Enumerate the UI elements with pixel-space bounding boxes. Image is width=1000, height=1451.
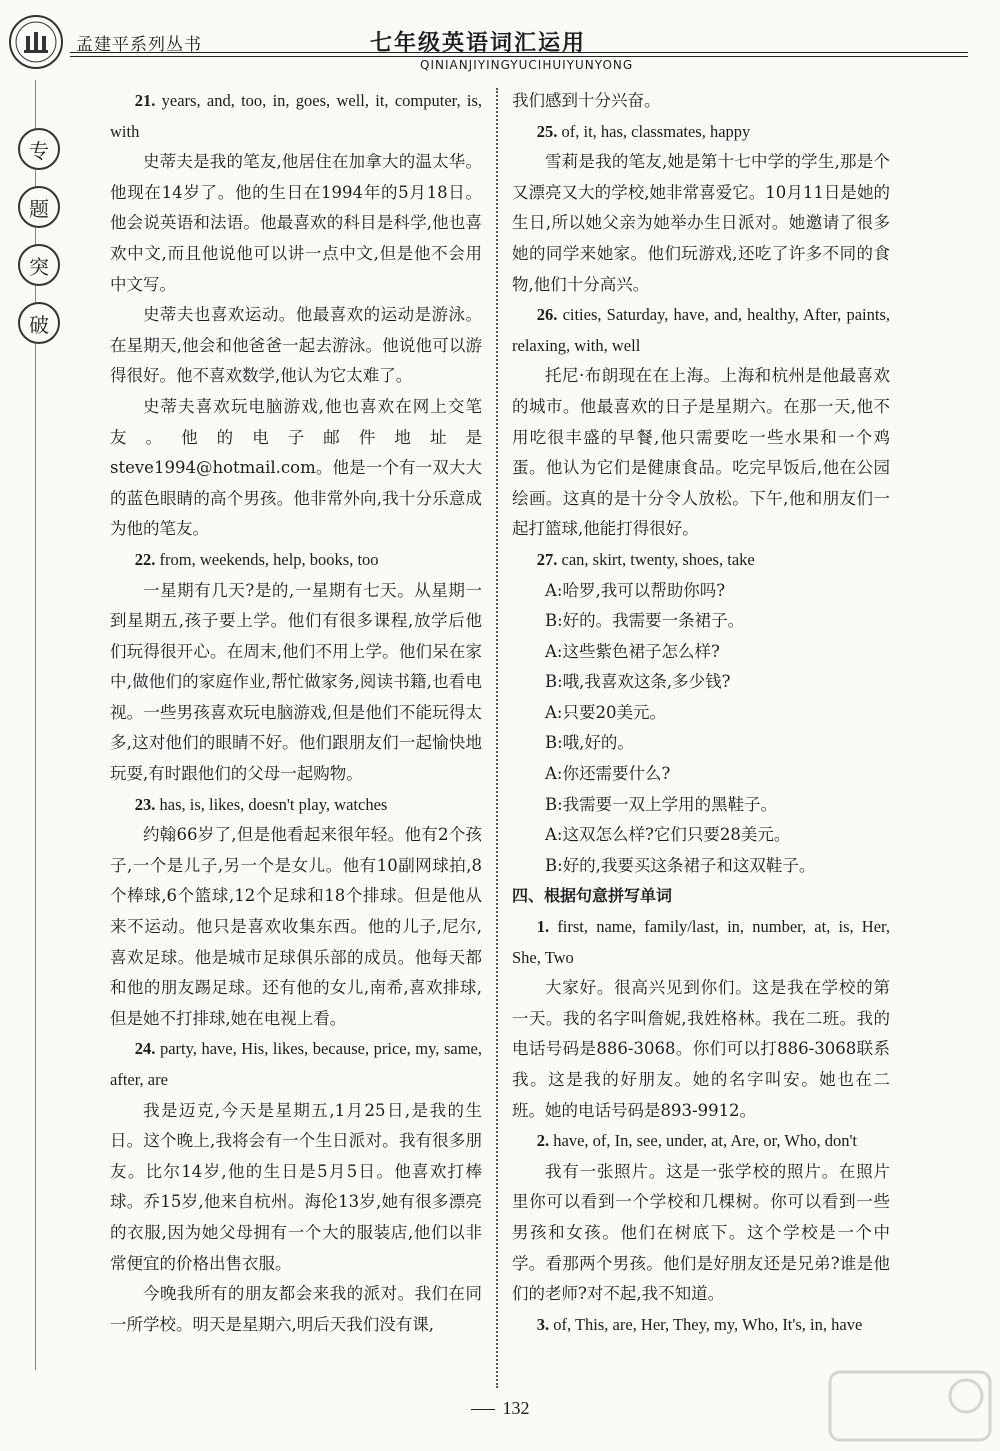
question-number: 25. bbox=[536, 121, 558, 141]
translation-paragraph: 我是迈克,今天是星期五,1月25日,是我的生日。这个晚上,我将会有一个生日派对。我有很多朋友。比尔14岁,他的生日是5月5日。他喜欢打棒球。乔15岁,他来自杭州。海伦13岁,她有很多漂亮的衣服,因为她父母拥有一个大的服装店,他们以非常便宜的价格出售衣服。 bbox=[110, 1100, 482, 1273]
page-number: 132 bbox=[502, 1398, 530, 1418]
answer-words: of, This, are, Her, They, my, Who, It's, in, have bbox=[553, 1314, 863, 1334]
answer-words: of, it, has, classmates, happy bbox=[561, 121, 751, 141]
translation-paragraph: A:这双怎么样?它们只要28美元。 bbox=[545, 825, 791, 845]
translation-paragraph: 史蒂夫也喜欢运动。他最喜欢的运动是游泳。在星期天,他会和他爸爸一起去游泳。他说他可以游得很好。他不喜欢数学,他认为它太难了。 bbox=[110, 305, 482, 386]
translation-paragraph: 史蒂夫是我的笔友,他居住在加拿大的温太华。他现在14岁了。他的生日在1994年的5月18日。他会说英语和法语。他最喜欢的科目是科学,他也喜欢中文,而且他说他可以讲一点中文,但是他不会用中文写。 bbox=[110, 152, 482, 294]
answer-words: cities, Saturday, have, and, healthy, After, paints, relaxing, with, well bbox=[512, 305, 891, 355]
answer-key-line bbox=[512, 912, 890, 973]
question-number: 24. bbox=[134, 1039, 156, 1059]
translation-paragraph: A:哈罗,我可以帮助你吗? bbox=[545, 580, 726, 600]
answer-words: has, is, likes, doesn't play, watches bbox=[159, 794, 388, 814]
translation-paragraph: 约翰66岁了,但是他看起来很年轻。他有2个孩子,一个是儿子,另一个是女儿。他有10副网球拍,8个棒球,6个篮球,12个足球和18个排球。但是他从来不运动。他只是喜欢收集东西。他的儿子,尼尔,喜欢足球。他是城市足球俱乐部的成员。他每天都和他的朋友踢足球。还有他的女儿,南希,喜欢排球,但是她不打排球,她在电视上看。 bbox=[110, 825, 482, 1028]
answer-words: have, of, In, see, under, at, Are, or, Who, don't bbox=[553, 1131, 858, 1151]
translation-paragraph: A:你还需要什么? bbox=[545, 764, 671, 784]
header-rule bbox=[70, 52, 968, 53]
side-tab: 破 bbox=[18, 302, 60, 344]
question-number: 3. bbox=[536, 1314, 550, 1334]
page-header bbox=[0, 0, 1000, 80]
translation-paragraph: A:只要20美元。 bbox=[545, 702, 666, 722]
watermark-logo-icon bbox=[826, 1366, 996, 1446]
answer-key-line bbox=[110, 790, 482, 821]
translation-paragraph: B:哦,好的。 bbox=[545, 733, 634, 753]
question-number: 23. bbox=[134, 794, 156, 814]
header-rule-thin bbox=[70, 56, 968, 57]
translation-paragraph: B:好的,我要买这条裙子和这双鞋子。 bbox=[545, 855, 816, 875]
answer-words: years, and, too, in, goes, well, it, computer, is, with bbox=[110, 91, 483, 141]
book-title: 七年级英语词汇运用 bbox=[370, 31, 587, 56]
answer-key-line bbox=[512, 300, 890, 361]
translation-paragraph: B:好的。我需要一条裙子。 bbox=[545, 611, 745, 631]
publisher-logo-icon bbox=[8, 14, 64, 70]
left-column bbox=[110, 86, 482, 1340]
side-tab: 突 bbox=[18, 244, 60, 286]
translation-paragraph: B:我需要一双上学用的黑鞋子。 bbox=[545, 794, 778, 814]
question-number: 1. bbox=[536, 917, 550, 937]
translation-paragraph: 史蒂夫喜欢玩电脑游戏,他也喜欢在网上交笔友。他的电子邮件地址是steve1994@hotmail.com。他是一个有一双大大的蓝色眼睛的高个男孩。他非常外向,我十分乐意成为他的笔友。 bbox=[110, 396, 482, 539]
side-tab: 题 bbox=[18, 186, 60, 228]
answer-key-line bbox=[512, 1126, 890, 1157]
question-number: 22. bbox=[134, 549, 156, 569]
translation-paragraph: A:这些紫色裙子怎么样? bbox=[545, 641, 720, 661]
question-number: 26. bbox=[536, 305, 558, 325]
translation-paragraph: 雪莉是我的笔友,她是第十七中学的学生,那是个又漂亮又大的学校,她非常喜爱它。10月11日是她的生日,所以她父亲为她举办生日派对。她邀请了很多她的同学来她家。他们玩游戏,还吃了许多不同的食物,他们十分高兴。 bbox=[512, 152, 890, 294]
translation-paragraph: 我们感到十分兴奋。 bbox=[512, 91, 661, 110]
translation-paragraph: 一星期有几天?是的,一星期有七天。从星期一到星期五,孩子要上学。他们有很多课程,放学后他们玩得很开心。在周末,他们不用上学。他们呆在家中,做他们的家庭作业,帮忙做家务,阅读书籍,也看电视。一些男孩喜欢玩电脑游戏,但是他们不能玩得太多,这对他们的眼睛不好。他们跟朋友们一起愉快地玩耍,有时跟他们的父母一起购物。 bbox=[110, 580, 482, 784]
translation-paragraph: 托尼·布朗现在在上海。上海和杭州是他最喜欢的城市。他最喜欢的日子是星期六。在那一天,他不用吃很丰盛的早餐,他只需要吃一些水果和一个鸡蛋。他认为它们是健康食品。吃完早饭后,他在公园绘画。这真的是十分令人放松。下午,他和朋友们一起打篮球,他能打得很好。 bbox=[512, 366, 890, 539]
book-title-pinyin: QINIANJIYINGYUCIHUIYUNYONG bbox=[420, 58, 634, 72]
question-number: 21. bbox=[134, 91, 156, 110]
answer-words: first, name, family/last, in, number, at, is, Her, She, Two bbox=[512, 917, 890, 967]
section-heading: 四、根据句意拼写单词 bbox=[512, 886, 673, 906]
translation-paragraph: 今晚我所有的朋友都会来我的派对。我们在同一所学校。明天是星期六,明后天我们没有课, bbox=[110, 1284, 482, 1334]
answer-key-line bbox=[512, 545, 890, 576]
answer-key-line bbox=[512, 1310, 890, 1341]
side-tabs bbox=[14, 128, 62, 360]
answer-words: can, skirt, twenty, shoes, take bbox=[561, 549, 755, 569]
translation-paragraph: B:哦,我喜欢这条,多少钱? bbox=[545, 672, 731, 692]
side-tab: 专 bbox=[18, 128, 60, 170]
translation-paragraph: 大家好。很高兴见到你们。这是我在学校的第一天。我的名字叫詹妮,我姓格林。我在二班。我的电话号码是886-3068。你们可以打886-3068联系我。这是我的好朋友。她的名字叫安。她也在二班。她的电话号码是893-9912。 bbox=[512, 978, 890, 1120]
translation-paragraph: 我有一张照片。这是一张学校的照片。在照片里你可以看到一个学校和几棵树。你可以看到一些男孩和女孩。他们在树底下。这个学校是一个中学。看那两个男孩。他们是好朋友还是兄弟?谁是他们的老师?对不起,我不知道。 bbox=[512, 1161, 890, 1304]
answer-key-line bbox=[110, 545, 482, 576]
footer-dash bbox=[471, 1409, 495, 1410]
answer-words: party, have, His, likes, because, price, my, same, after, are bbox=[110, 1039, 483, 1089]
answer-key-line bbox=[110, 1034, 482, 1095]
series-name: 孟建平系列丛书 bbox=[76, 35, 202, 55]
column-divider bbox=[496, 88, 498, 1388]
question-number: 2. bbox=[536, 1131, 550, 1151]
answer-words: from, weekends, help, books, too bbox=[159, 549, 379, 569]
question-number: 27. bbox=[536, 549, 558, 569]
answer-key-line bbox=[110, 86, 482, 147]
right-column bbox=[512, 86, 890, 1340]
answer-key-line bbox=[512, 117, 890, 148]
